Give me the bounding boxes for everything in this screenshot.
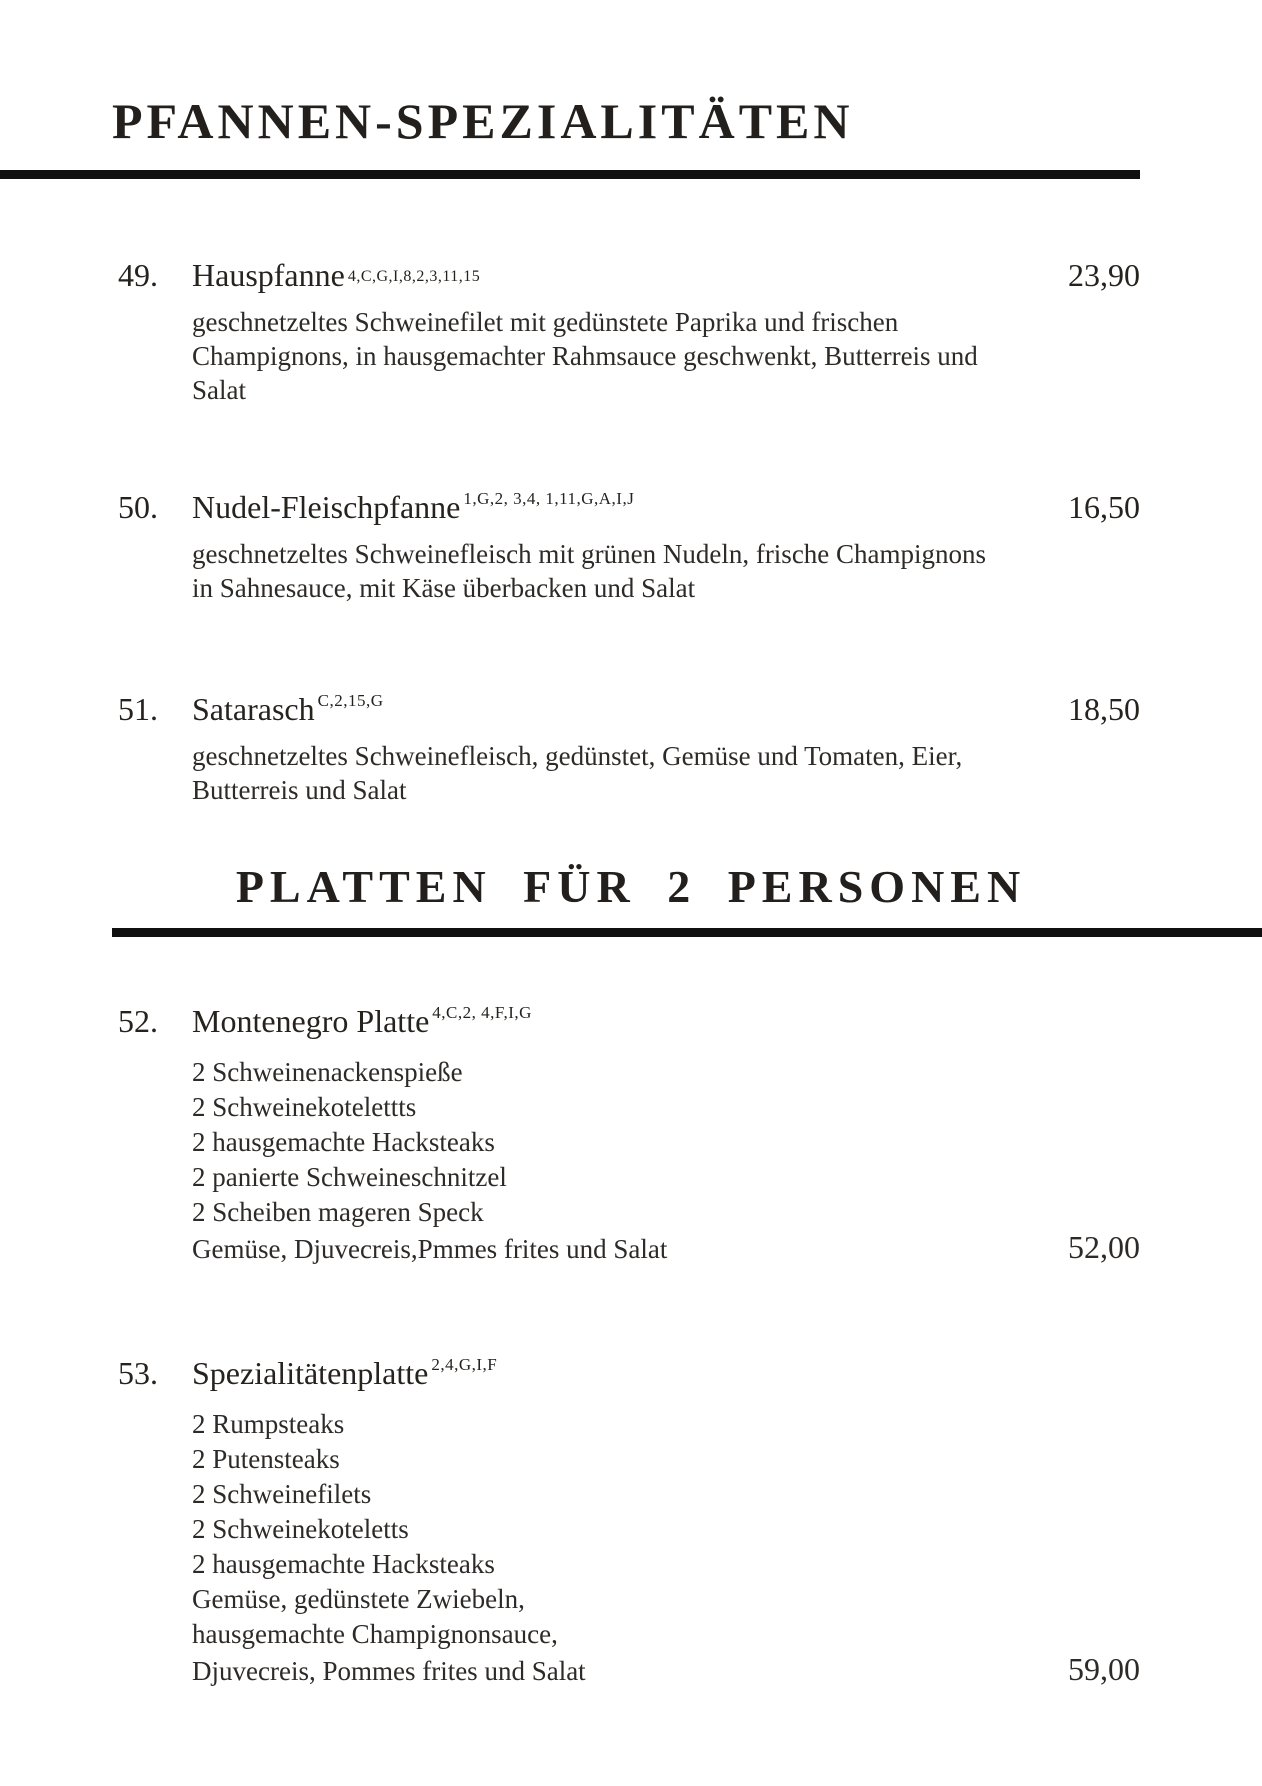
- menu-item-52: [118, 1001, 1140, 1267]
- item-number: 49.: [118, 257, 158, 293]
- section-divider-top: [0, 170, 1140, 179]
- menu-item-51: [118, 689, 1140, 807]
- item-description-line: 2 Schweinekotelettts: [192, 1091, 417, 1122]
- item-description-line: 2 Rumpsteaks: [192, 1408, 345, 1439]
- item-price: 23,90: [1068, 257, 1140, 293]
- item-description-line: geschnetzeltes Schweinefleisch, gedünstet, Gemüse und Tomaten, Eier,: [192, 741, 963, 771]
- item-description-line: 2 hausgemachte Hacksteaks: [192, 1126, 495, 1157]
- item-description-line: Salat: [192, 375, 246, 405]
- item-description-line: [192, 1230, 1140, 1267]
- menu-item-50: [118, 487, 1140, 605]
- item-description-line: 2 Schweinekoteletts: [192, 1513, 409, 1544]
- item-description-line: 2 Scheiben mageren Speck: [192, 1196, 484, 1227]
- section-pfannen-items: [0, 255, 1262, 807]
- item-description: [192, 1055, 1140, 1267]
- menu-item-53: [118, 1353, 1140, 1689]
- item-description: [192, 305, 1140, 407]
- item-header: [118, 689, 1140, 729]
- item-header: [118, 1353, 1140, 1393]
- item-name: [192, 1353, 497, 1393]
- menu-item-49: [118, 255, 1140, 407]
- item-number: 53.: [118, 1354, 158, 1391]
- section-platten-items: [0, 1001, 1262, 1689]
- item-description-line: 2 Putensteaks: [192, 1443, 340, 1474]
- item-price: 18,50: [1068, 691, 1140, 727]
- item-number: 52.: [118, 1002, 158, 1039]
- allergen-codes: 4,C,G,I,8,2,3,11,15: [347, 268, 481, 285]
- item-description-line: geschnetzeltes Schweinefleisch mit grünen Nudeln, frische Champignons: [192, 539, 987, 569]
- item-description-line: hausgemachte Champignonsauce,: [192, 1618, 558, 1649]
- item-description-line: 2 panierte Schweineschnitzel: [192, 1161, 507, 1192]
- item-description-line: Champignons, in hausgemachter Rahmsauce geschwenkt, Butterreis und: [192, 341, 978, 371]
- item-name-text: Spezialitätenplatte: [192, 1354, 429, 1391]
- item-name-text: Nudel-Fleischpfanne: [192, 489, 461, 525]
- item-name: [192, 487, 634, 527]
- item-description-line: in Sahnesauce, mit Käse überbacken und Salat: [192, 573, 696, 603]
- item-number: 51.: [118, 691, 158, 727]
- item-description-line: 2 Schweinefilets: [192, 1478, 372, 1509]
- item-name: [192, 689, 383, 729]
- section-title-pfannen-spezialitaeten: PFANNEN-SPEZIALITÄTEN: [112, 93, 854, 149]
- item-number: 50.: [118, 489, 158, 525]
- item-description-text: Djuvecreis, Pommes frites und Salat: [192, 1655, 586, 1686]
- allergen-codes: C,2,15,G: [317, 691, 384, 710]
- item-description-line: 2 hausgemachte Hacksteaks: [192, 1548, 495, 1579]
- item-name: [192, 1001, 532, 1041]
- item-header: [118, 255, 1140, 295]
- item-description: [192, 537, 1140, 605]
- item-price: 52,00: [1068, 1228, 1140, 1265]
- item-header: [118, 487, 1140, 527]
- section-title-platten-fuer-2-personen: PLATTEN FÜR 2 PERSONEN: [235, 861, 1027, 912]
- item-price: 16,50: [1068, 489, 1140, 525]
- item-description: [192, 739, 1140, 807]
- item-description-line: Gemüse, gedünstete Zwiebeln,: [192, 1583, 525, 1614]
- allergen-codes: 4,C,2, 4,F,I,G: [432, 1002, 532, 1022]
- item-name: [192, 255, 480, 295]
- item-description-text: Gemüse, Djuvecreis,Pmmes frites und Salat: [192, 1233, 668, 1264]
- section-divider-bottom: [112, 928, 1262, 937]
- item-description-line: [192, 1652, 1140, 1689]
- item-price: 59,00: [1068, 1650, 1140, 1687]
- allergen-codes: 2,4,G,I,F: [431, 1354, 498, 1374]
- item-name-text: Satarasch: [192, 691, 315, 727]
- item-name-text: Montenegro Platte: [192, 1002, 430, 1039]
- item-description-line: geschnetzeltes Schweinefilet mit gedünstete Paprika und frischen: [192, 307, 899, 337]
- item-header: [118, 1001, 1140, 1041]
- item-name-text: Hauspfanne: [192, 257, 345, 293]
- item-description-line: Butterreis und Salat: [192, 775, 407, 805]
- item-description: [192, 1407, 1140, 1689]
- allergen-codes: 1,G,2, 3,4, 1,11,G,A,I,J: [463, 489, 635, 508]
- item-description-line: 2 Schweinenackenspieße: [192, 1056, 463, 1087]
